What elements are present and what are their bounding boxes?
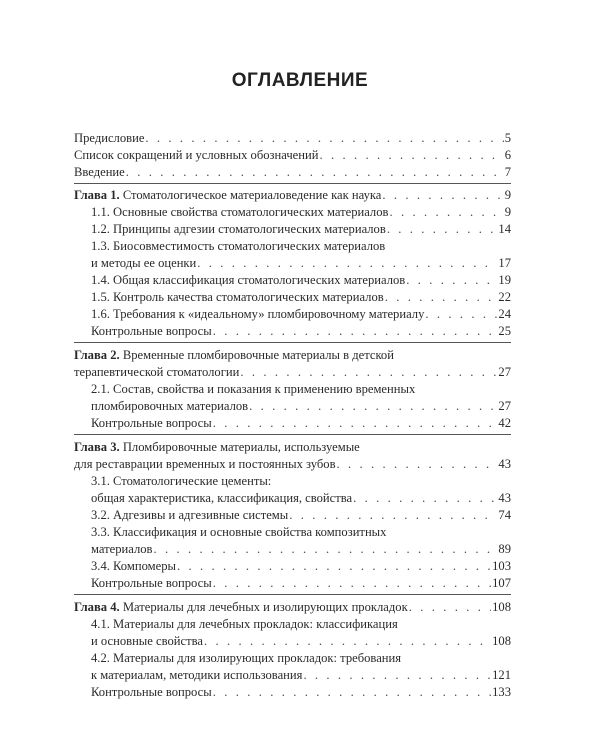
- toc-questions-2: [91, 415, 511, 431]
- toc-page-number: 43: [498, 491, 511, 505]
- page-title: ОГЛАВЛЕНИЕ: [231, 70, 369, 91]
- toc-chapter-2-line1: [74, 347, 511, 363]
- toc-chapter-2: [74, 364, 511, 380]
- toc-entry-text: 3.3. Классификация и основные свойства композитных: [91, 525, 387, 539]
- toc-entry-text: Контрольные вопросы: [91, 416, 212, 430]
- toc-entry-text: к материалам, методики использования: [91, 668, 303, 682]
- toc-page-number: 9: [504, 188, 511, 202]
- toc-page-number: 19: [498, 273, 511, 287]
- dot-leader: [385, 289, 498, 305]
- toc-entry-text: и основные свойства: [91, 634, 203, 648]
- toc-page-number: 89: [498, 542, 511, 556]
- toc-section-1-3: [91, 255, 511, 271]
- chapter-title: для реставрации временных и постоянных зубов: [74, 457, 336, 471]
- toc-entry-text: 3.1. Стоматологические цементы:: [91, 474, 272, 488]
- dot-leader: [177, 558, 491, 574]
- toc-page-number: 133: [492, 685, 511, 699]
- dot-leader: [337, 456, 498, 472]
- toc-page-number: 5: [504, 131, 511, 145]
- dot-leader: [240, 364, 497, 380]
- toc-entry-text: 1.5. Контроль качества стоматологических материалов: [91, 290, 384, 304]
- toc-entry-text: [74, 439, 360, 455]
- dot-leader: [353, 490, 497, 506]
- toc-entry-text: [74, 347, 394, 363]
- dot-leader: [213, 575, 491, 591]
- dot-leader: [145, 130, 503, 146]
- toc-entry-text: 1.3. Биосовместимость стоматологических материалов: [91, 239, 386, 253]
- dot-leader: [197, 255, 497, 271]
- toc-chapter-1: [74, 187, 511, 203]
- toc-page-number: 103: [492, 559, 511, 573]
- toc-entry-text: 3.2. Адгезивы и адгезивные системы: [91, 508, 289, 522]
- toc-entry-text: Предисловие: [74, 131, 145, 145]
- toc-entry-text: 2.1. Состав, свойства и показания к применению временных: [91, 382, 416, 396]
- toc-section-1-3-line1: [91, 238, 511, 254]
- dot-leader: [154, 541, 498, 557]
- toc-section-2-1: [91, 398, 511, 414]
- chapter-title: Временные пломбировочные материалы в детской: [122, 348, 394, 362]
- toc-entry-text: Контрольные вопросы: [91, 685, 212, 699]
- toc-entry-text: 1.6. Требования к «идеальному» пломбировочному материалу: [91, 307, 425, 321]
- toc-page-number: 14: [498, 222, 511, 236]
- dot-leader: [319, 147, 503, 163]
- toc-entry-text: Контрольные вопросы: [91, 324, 212, 338]
- toc-section-4-1-line1: [91, 616, 511, 632]
- toc-entry-text: и методы ее оценки: [91, 256, 197, 270]
- toc-page-number: 43: [498, 457, 511, 471]
- toc-section-4-2: [91, 667, 511, 683]
- dot-leader: [389, 204, 503, 220]
- dot-leader: [213, 323, 498, 339]
- toc-section-3-3: [91, 541, 511, 557]
- toc-entry-text: Контрольные вопросы: [91, 576, 212, 590]
- toc-section-4-1: [91, 633, 511, 649]
- toc-page-number: 108: [492, 600, 511, 614]
- dot-leader: [387, 221, 498, 237]
- toc-page-number: 42: [498, 416, 511, 430]
- toc-page-number: 17: [498, 256, 511, 270]
- toc-entry-text: 3.4. Компомеры: [91, 559, 176, 573]
- chapter-title: Материалы для лечебных и изолирующих прокладок: [122, 600, 408, 614]
- toc-section-1-1: [91, 204, 511, 220]
- toc-entry-preface: [74, 130, 511, 146]
- section-divider: [74, 342, 511, 343]
- chapter-label: Глава 3.: [74, 440, 120, 454]
- dot-leader: [249, 398, 497, 414]
- toc-entry-text: материалов: [91, 542, 153, 556]
- toc-page-number: 24: [498, 307, 511, 321]
- chapter-title: Стоматологическое материаловедение как наука: [122, 188, 382, 202]
- toc-entry-text: общая характеристика, классификация, свойства: [91, 491, 353, 505]
- dot-leader: [425, 306, 497, 322]
- toc-page-number: 6: [504, 148, 511, 162]
- toc-questions-4: [91, 684, 511, 700]
- dot-leader: [204, 633, 491, 649]
- toc-entry-text: Список сокращений и условных обозначений: [74, 148, 319, 162]
- toc-page-number: 107: [492, 576, 511, 590]
- toc-page-number: 108: [492, 634, 511, 648]
- chapter-title: терапевтической стоматологии: [74, 365, 240, 379]
- toc-section-1-5: [91, 289, 511, 305]
- toc-entry-text: [74, 599, 408, 615]
- toc-section-1-2: [91, 221, 511, 237]
- toc-section-1-4: [91, 272, 511, 288]
- toc-section-1-6: [91, 306, 511, 322]
- dot-leader: [303, 667, 491, 683]
- toc-page-number: 121: [492, 668, 511, 682]
- toc-chapter-4: [74, 599, 511, 615]
- dot-leader: [289, 507, 497, 523]
- toc-page-number: 25: [498, 324, 511, 338]
- dot-leader: [213, 415, 498, 431]
- toc-entry-abbreviations: [74, 147, 511, 163]
- toc-page-number: 9: [504, 205, 511, 219]
- section-divider: [74, 594, 511, 595]
- dot-leader: [409, 599, 491, 615]
- toc-entry-text: Введение: [74, 165, 125, 179]
- section-divider: [74, 434, 511, 435]
- dot-leader: [126, 164, 504, 180]
- chapter-label: Глава 2.: [74, 348, 120, 362]
- toc-page-number: 74: [498, 508, 511, 522]
- chapter-label: Глава 4.: [74, 600, 120, 614]
- toc-entry-text: 1.2. Принципы адгезии стоматологических материалов: [91, 222, 386, 236]
- toc-section-3-1: [91, 490, 511, 506]
- toc-entry-text: 1.4. Общая классификация стоматологических материалов: [91, 273, 406, 287]
- toc-questions-3: [91, 575, 511, 591]
- toc-page-number: 27: [498, 365, 511, 379]
- chapter-label: Глава 1.: [74, 188, 120, 202]
- toc-page-number: 7: [504, 165, 511, 179]
- dot-leader: [406, 272, 497, 288]
- toc-entry-text: пломбировочных материалов: [91, 399, 249, 413]
- toc-page-number: 27: [498, 399, 511, 413]
- section-divider: [74, 183, 511, 184]
- toc-entry-introduction: [74, 164, 511, 180]
- toc-entry-text: 4.1. Материалы для лечебных прокладок: классификация: [91, 617, 398, 631]
- toc-section-3-2: [91, 507, 511, 523]
- dot-leader: [382, 187, 503, 203]
- toc-entry-text: 1.1. Основные свойства стоматологических материалов: [91, 205, 389, 219]
- toc-page-number: 22: [498, 290, 511, 304]
- toc-section-4-2-line1: [91, 650, 511, 666]
- chapter-title: Пломбировочные материалы, используемые: [122, 440, 360, 454]
- toc-section-3-3-line1: [91, 524, 511, 540]
- toc-questions-1: [91, 323, 511, 339]
- toc-section-2-1-line1: [91, 381, 511, 397]
- toc-section-3-4: [91, 558, 511, 574]
- dot-leader: [213, 684, 491, 700]
- toc-entry-text: 4.2. Материалы для изолирующих прокладок: требования: [91, 651, 402, 665]
- toc-section-3-1-line1: [91, 473, 511, 489]
- toc-entry-text: [74, 187, 381, 203]
- toc-chapter-3-line1: [74, 439, 511, 455]
- toc-chapter-3: [74, 456, 511, 472]
